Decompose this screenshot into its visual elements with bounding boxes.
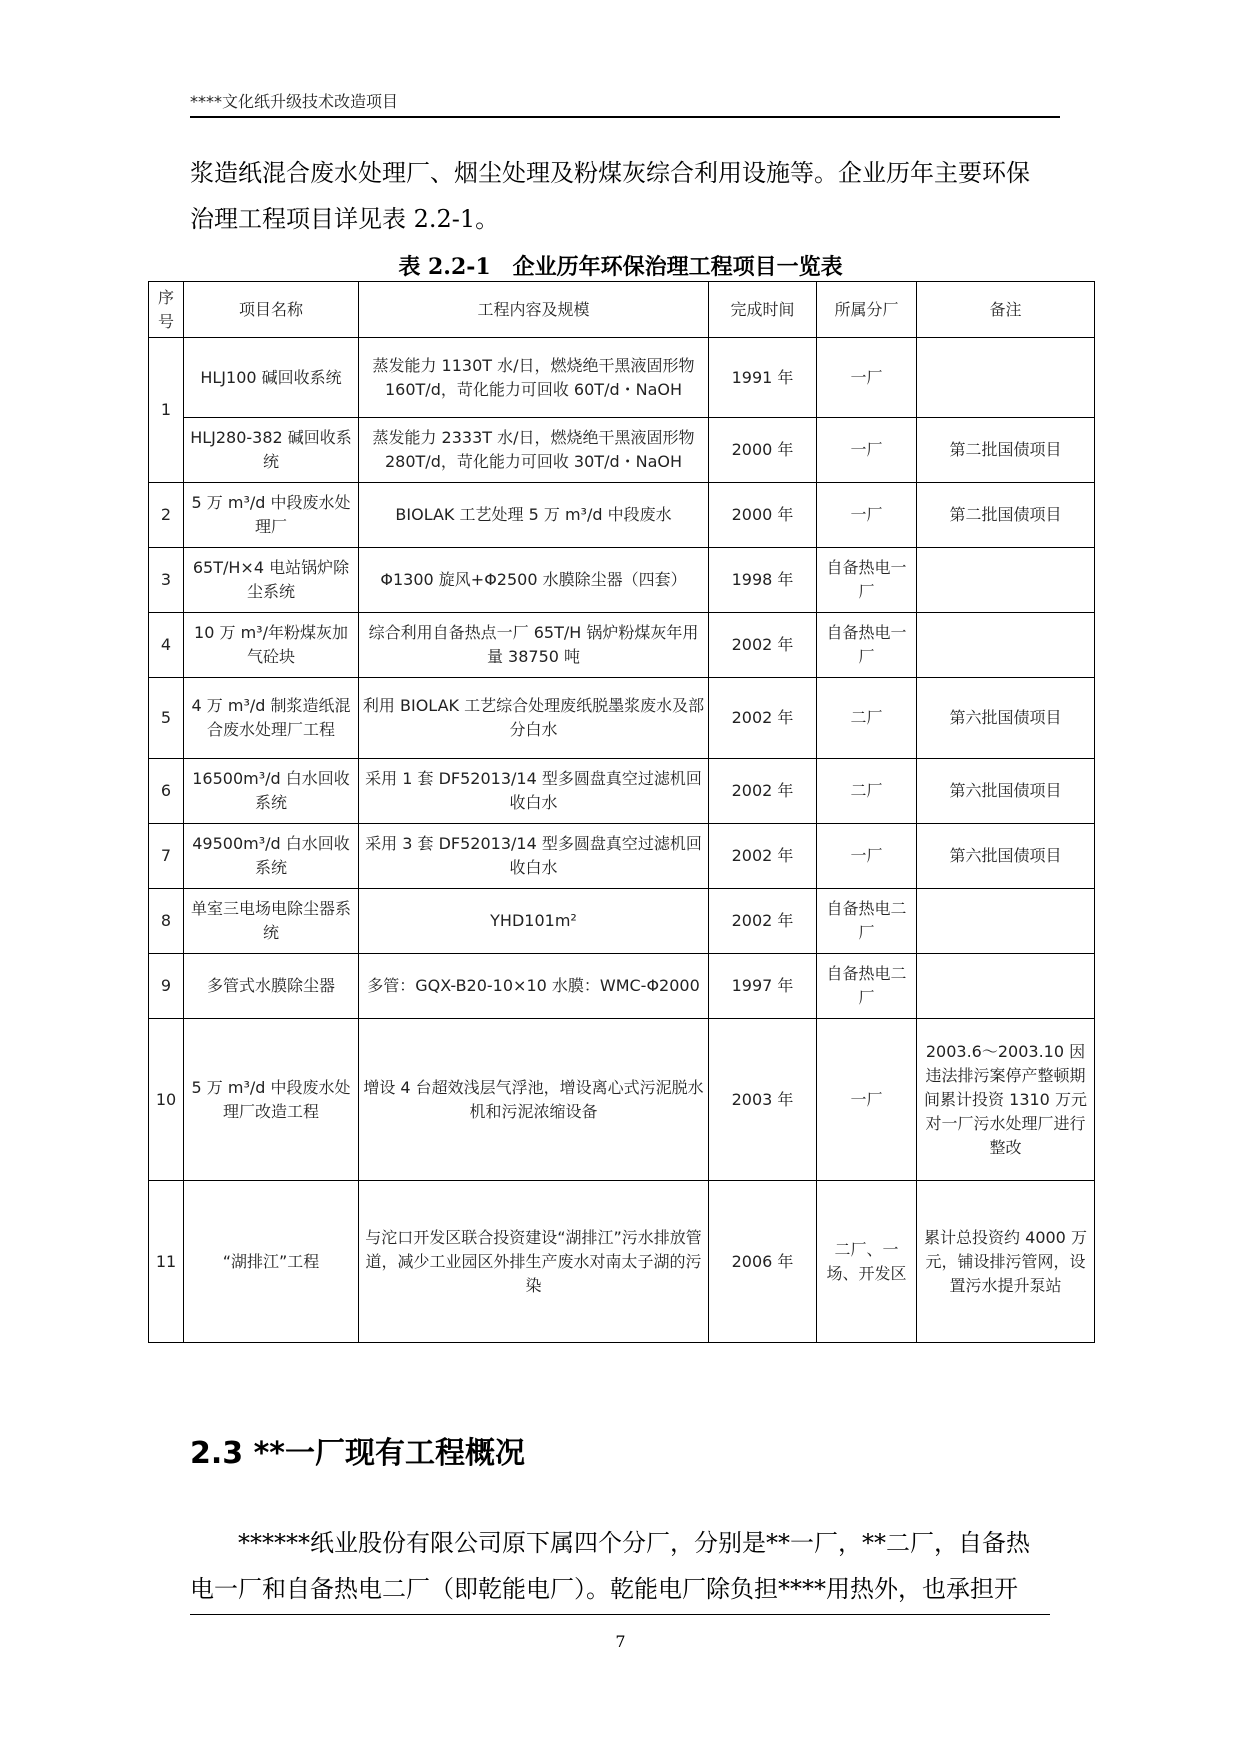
page-header	[190, 86, 1060, 116]
header-note: 备注	[917, 282, 1095, 338]
table-row	[149, 483, 1095, 548]
cell-time: 2002 年	[709, 678, 817, 759]
cell-note	[917, 613, 1095, 678]
cell-name: 65T/H×4 电站锅炉除尘系统	[184, 548, 359, 613]
cell-time: 1998 年	[709, 548, 817, 613]
section-heading: 2.3 **一厂现有工程概况	[190, 1436, 525, 1471]
cell-no: 4	[149, 613, 184, 678]
cell-no: 3	[149, 548, 184, 613]
body-line-2: 电一厂和自备热电二厂（即乾能电厂）。乾能电厂除负担****用热外，也承担开	[190, 1575, 1018, 1603]
cell-content: BIOLAK 工艺处理 5 万 m³/d 中段废水	[359, 483, 709, 548]
cell-name: 单室三电场电除尘器系统	[184, 889, 359, 954]
table-row	[149, 548, 1095, 613]
intro-line-2: 治理工程项目详见表 2.2-1。	[190, 205, 500, 233]
cell-plant: 自备热电一厂	[817, 548, 917, 613]
body-line-1: ******纸业股份有限公司原下属四个分厂，分别是**一厂，**二厂，自备热	[238, 1529, 1030, 1557]
cell-name: 16500m³/d 白水回收系统	[184, 759, 359, 824]
cell-note: 第六批国债项目	[917, 824, 1095, 889]
cell-plant: 二厂	[817, 759, 917, 824]
cell-no: 8	[149, 889, 184, 954]
cell-no: 10	[149, 1019, 184, 1181]
cell-no: 7	[149, 824, 184, 889]
cell-time: 2002 年	[709, 889, 817, 954]
header-time: 完成时间	[709, 282, 817, 338]
cell-no: 9	[149, 954, 184, 1019]
cell-note	[917, 889, 1095, 954]
header-plant: 所属分厂	[817, 282, 917, 338]
cell-note: 第二批国债项目	[917, 483, 1095, 548]
cell-time: 2000 年	[709, 418, 817, 483]
cell-plant: 一厂	[817, 483, 917, 548]
cell-no: 11	[149, 1181, 184, 1343]
cell-name: 4 万 m³/d 制浆造纸混合废水处理厂工程	[184, 678, 359, 759]
cell-content: 与沱口开发区联合投资建设“湖排江”污水排放管道，减少工业园区外排生产废水对南太子湖的污染	[359, 1181, 709, 1343]
header-name: 项目名称	[184, 282, 359, 338]
cell-content: 蒸发能力 1130T 水/日，燃烧绝干黑液固形物 160T/d，苛化能力可回收 60T/d・NaOH	[359, 338, 709, 418]
cell-plant: 一厂	[817, 418, 917, 483]
cell-time: 1997 年	[709, 954, 817, 1019]
cell-content: 采用 3 套 DF52013/14 型多圆盘真空过滤机回收白水	[359, 824, 709, 889]
cell-content: Φ1300 旋风+Φ2500 水膜除尘器（四套）	[359, 548, 709, 613]
table-row	[149, 889, 1095, 954]
cell-plant: 一厂	[817, 824, 917, 889]
page-number: 7	[615, 1632, 626, 1651]
cell-time: 1991 年	[709, 338, 817, 418]
table-row	[149, 759, 1095, 824]
header-divider	[190, 116, 1060, 118]
cell-name: 49500m³/d 白水回收系统	[184, 824, 359, 889]
intro-line-1: 浆造纸混合废水处理厂、烟尘处理及粉煤灰综合利用设施等。企业历年主要环保	[190, 159, 1030, 187]
table-row	[149, 678, 1095, 759]
cell-content: 增设 4 台超效浅层气浮池，增设离心式污泥脱水机和污泥浓缩设备	[359, 1019, 709, 1181]
table-title: 表 2.2-1 企业历年环保治理工程项目一览表	[398, 254, 843, 280]
cell-name: 10 万 m³/年粉煤灰加气砼块	[184, 613, 359, 678]
cell-note: 第二批国债项目	[917, 418, 1095, 483]
header-title: ****文化纸升级技术改造项目	[190, 92, 399, 111]
cell-no: 6	[149, 759, 184, 824]
cell-name: “湖排江”工程	[184, 1181, 359, 1343]
cell-content: 蒸发能力 2333T 水/日，燃烧绝干黑液固形物 280T/d，苛化能力可回收 30T/d・NaOH	[359, 418, 709, 483]
cell-content: 多管：GQX-B20-10×10 水膜：WMC-Φ2000	[359, 954, 709, 1019]
cell-note: 第六批国债项目	[917, 759, 1095, 824]
environmental-projects-table	[148, 281, 1095, 1343]
cell-name: HLJ280-382 碱回收系统	[184, 418, 359, 483]
cell-name: 5 万 m³/d 中段废水处理厂改造工程	[184, 1019, 359, 1181]
cell-content: 综合利用自备热点一厂 65T/H 锅炉粉煤灰年用量 38750 吨	[359, 613, 709, 678]
cell-content: 采用 1 套 DF52013/14 型多圆盘真空过滤机回收白水	[359, 759, 709, 824]
cell-no: 5	[149, 678, 184, 759]
table-row	[149, 338, 1095, 418]
table-header-row	[149, 282, 1095, 338]
cell-time: 2002 年	[709, 759, 817, 824]
table-row	[149, 824, 1095, 889]
cell-name: HLJ100 碱回收系统	[184, 338, 359, 418]
footer-divider	[190, 1614, 1050, 1615]
header-no: 序号	[149, 282, 184, 338]
cell-plant: 一厂	[817, 338, 917, 418]
cell-name: 多管式水膜除尘器	[184, 954, 359, 1019]
cell-name: 5 万 m³/d 中段废水处理厂	[184, 483, 359, 548]
cell-note	[917, 954, 1095, 1019]
table-row	[149, 613, 1095, 678]
cell-note: 2003.6～2003.10 因违法排污案停产整顿期间累计投资 1310 万元对一厂污水处理厂进行整改	[917, 1019, 1095, 1181]
cell-plant: 自备热电二厂	[817, 889, 917, 954]
cell-plant: 二厂、一场、开发区	[817, 1181, 917, 1343]
table-row	[149, 1181, 1095, 1343]
cell-plant: 自备热电一厂	[817, 613, 917, 678]
cell-time: 2000 年	[709, 483, 817, 548]
table-row	[149, 1019, 1095, 1181]
cell-no: 1	[149, 338, 184, 483]
cell-note	[917, 548, 1095, 613]
cell-content: YHD101m²	[359, 889, 709, 954]
cell-note	[917, 338, 1095, 418]
cell-plant: 一厂	[817, 1019, 917, 1181]
cell-time: 2003 年	[709, 1019, 817, 1181]
table-row	[149, 954, 1095, 1019]
cell-no: 2	[149, 483, 184, 548]
header-content: 工程内容及规模	[359, 282, 709, 338]
cell-plant: 自备热电二厂	[817, 954, 917, 1019]
cell-plant: 二厂	[817, 678, 917, 759]
cell-time: 2006 年	[709, 1181, 817, 1343]
table-row	[149, 418, 1095, 483]
cell-content: 利用 BIOLAK 工艺综合处理废纸脱墨浆废水及部分白水	[359, 678, 709, 759]
cell-note: 累计总投资约 4000 万元，铺设排污管网，设置污水提升泵站	[917, 1181, 1095, 1343]
cell-time: 2002 年	[709, 824, 817, 889]
cell-time: 2002 年	[709, 613, 817, 678]
cell-note: 第六批国债项目	[917, 678, 1095, 759]
